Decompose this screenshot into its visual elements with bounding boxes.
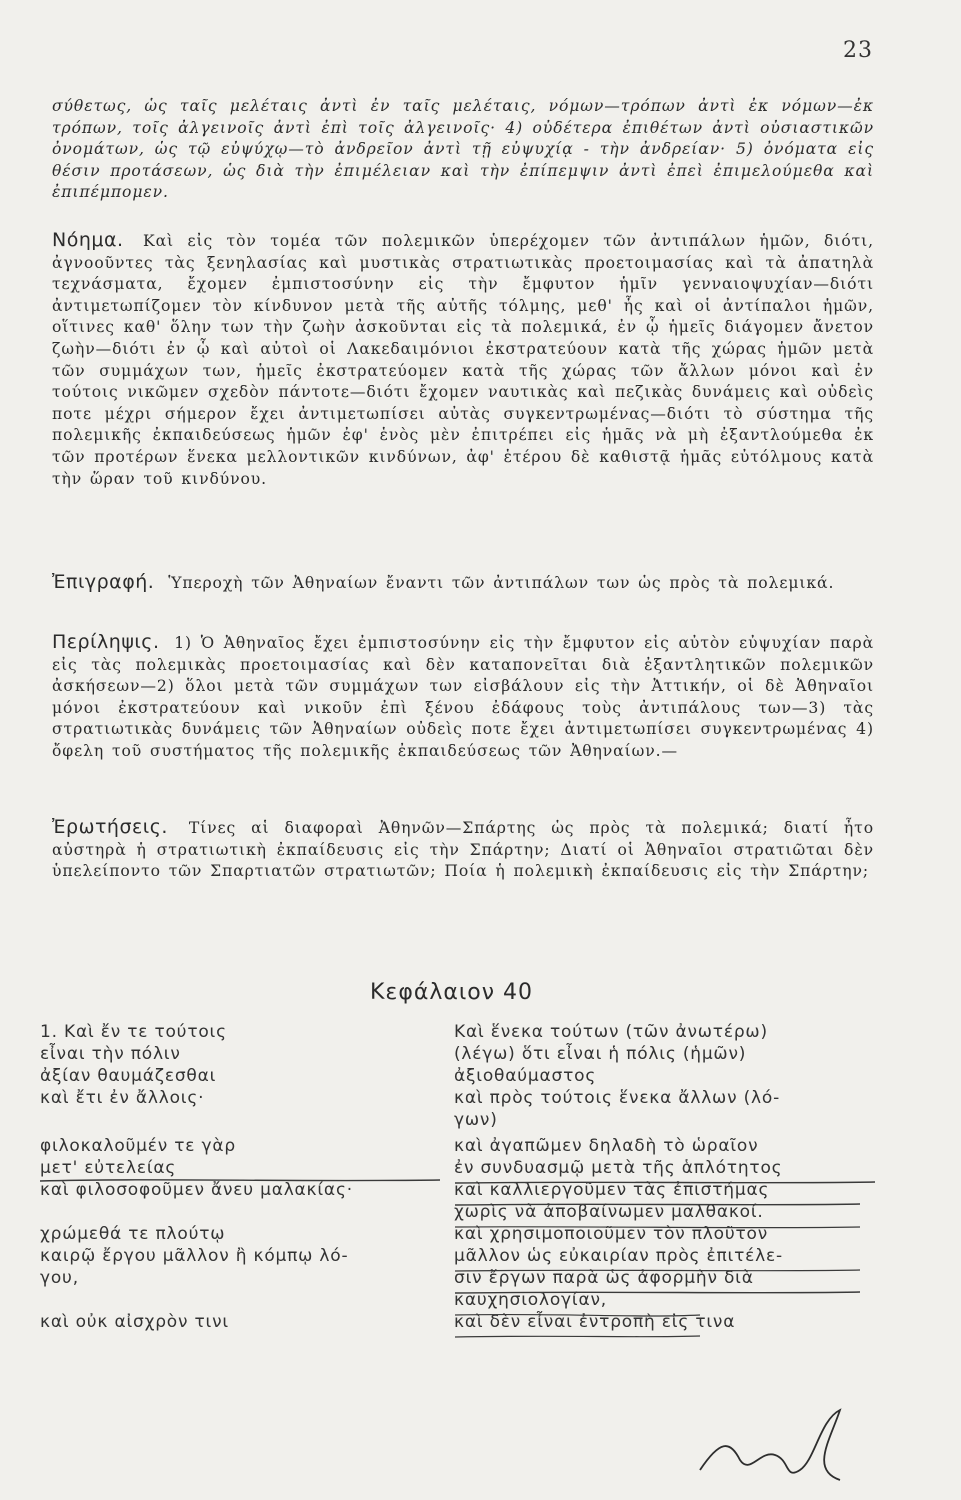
translation-line: σιν ἔργων παρὰ ὡς ἀφορμὴν διὰ — [454, 1268, 754, 1288]
ancient-line: 1. Καὶ ἔν τε τούτοις — [40, 1022, 227, 1042]
erotiseis-label: Ἐρωτήσεις. — [52, 816, 168, 838]
translation-line: μᾶλλον ὡς εὐκαιρίαν πρὸς ἐπιτέλε- — [454, 1246, 783, 1266]
translation-line: καὶ ἀγαπῶμεν δηλαδὴ τὸ ὡραῖον — [454, 1136, 759, 1156]
ancient-line: χρώμεθά τε πλούτῳ — [40, 1224, 226, 1244]
translation-line: (λέγω) ὅτι εἶναι ἡ πόλις (ἡμῶν) — [454, 1044, 747, 1064]
intro-paragraph: σύθετως, ὡς ταῖς μελέταις ἀντὶ ἐν ταῖς μελέταις, νόμων—τρόπων ἀντὶ ἐκ νόμων—ἐκ τρόπων, τοῖς ἀλγεινοῖς ἀντὶ ἐπὶ τοῖς ἀλγεινοῖς· 4) οὐδέτερα ἐπιθέτων ἀντὶ οὐσιαστικῶν ὀνομάτων, ὡς τῷ εὐψύχῳ—τὸ ἀνδρεῖον ἀντὶ τῇ εὐψυχίᾳ - τὴν ἀνδρείαν· 5) ὀνόματα εἰς θέσιν προτάσεων, ὡς διὰ τὴν ἐπιμέλειαν καὶ τὴν ἐπίπεμψιν ἀντὶ ἐπεὶ ἐπιμελούμεθα καὶ ἐπιπέμπομεν. — [52, 97, 874, 202]
ancient-line: μετ' εὐτελείας — [40, 1158, 177, 1178]
handwritten-signature — [690, 1400, 890, 1490]
translation-line: καὶ καλλιεργοῦμεν τὰς ἐπιστήμας — [454, 1180, 770, 1200]
noima-text: Καὶ εἰς τὸν τομέα τῶν πολεμικῶν ὑπερέχομεν τῶν ἀντιπάλων ἡμῶν, διότι, ἀγνοοῦντες τὰς ξενηλασίας καὶ μυστικὰς στρατιωτικὰς προετοιμασίας καὶ τὰ ἀπατηλὰ τεχνάσματα, ἔχομεν ἐμπιστοσύνην εἰς τὴν ἔμφυτον ἡμῖν γενναιοψυχίαν—διότι ἀντιμετωπίζομεν τὸν κίνδυνον μετὰ τῆς αὐτῆς τόλμης, μεθ' ἧς καὶ οἱ ἀντίπαλοι ἡμῶν, οἵτινες καθ' ὅλην των τὴν ζωὴν ἀσκοῦνται εἰς τὰ πολεμικά, ἐν ᾧ ἡμεῖς διάγομεν ἄνετον ζωὴν—διότι ἐν ᾧ καὶ αὐτοὶ οἱ Λακεδαιμόνιοι ἐκστρατεύουν κατὰ τῆς χώρας ἡμῶν μετὰ τῶν συμμάχων των, ἡμεῖς ἐκστρατεύομεν κατὰ τῆς χώρας τῶν ἄλλων μόνοι καὶ ἐν τούτοις νικῶμεν σχεδὸν πάντοτε—διότι ἔχομεν ναυτικὰς καὶ πεζικὰς δυνάμεις καὶ οὐδεὶς ποτε μέχρι σήμερον ἔχει ἀντιμετωπίσει αὐτὰς συγκεντρωμένας—διότι τὸ σύστημα τῆς πολεμικῆς ἐκπαιδεύσεως ἡμῶν ἐφ' ἑνὸς μὲν ἐπιτρέπει εἰς ἡμᾶς νὰ μὴ ἐξαντλούμεθα ἐκ τῶν προτέρων ἕνεκα μελλοντικῶν κινδύνων, ἀφ' ἑτέρου δὲ καθιστᾷ ἡμᾶς εὐτόλμους κατὰ τὴν ὥραν τοῦ κινδύνου. — [52, 232, 875, 488]
erotiseis-section — [52, 817, 874, 883]
translation-line: ἐν συνδυασμῷ μετὰ τῆς ἁπλότητος — [454, 1158, 783, 1178]
ancient-line: φιλοκαλοῦμέν τε γὰρ — [40, 1136, 236, 1156]
erotiseis-text: Τίνες αἱ διαφοραὶ Ἀθηνῶν—Σπάρτης ὡς πρὸς τὰ πολεμικά; διατί ἦτο αὐστηρὰ ἡ στρατιωτικὴ ἐκπαίδευσις εἰς τὴν Σπάρτην; Διατί οἱ Ἀθηναῖοι στρατιῶται δὲν ὑπελείποντο τῶν Σπαρτιατῶν στρατιωτῶν; Ποία ἡ πολεμικὴ ἐκπαίδευσις εἰς τὴν Σπάρτην; — [52, 819, 874, 881]
ancient-line: καὶ οὐκ αἰσχρὸν τινι — [40, 1312, 229, 1332]
ancient-line: καιρῷ ἔργου μᾶλλον ἢ κόμπῳ λό- — [40, 1246, 349, 1266]
translation-line: ἀξιοθαύμαστος — [454, 1066, 597, 1086]
page-number: 23 — [843, 38, 873, 63]
perilipsis-text: 1) Ὁ Ἀθηναῖος ἔχει ἐμπιστοσύνην εἰς τὴν ἔμφυτον εἰς αὐτὸν εὐψυχίαν παρὰ εἰς τὰς πολεμικὰς προετοιμασίας καὶ δὲν καταπονεῖται διὰ ἐξαντλητικῶν πολεμικῶν ἀσκήσεων—2) ὅλοι μετὰ τῶν συμμάχων των εἰσβάλουν εἰς τὴν Ἀττικήν, οἱ δὲ Ἀθηναῖοι μόνοι ἐκστρατεύουν καὶ νικοῦν ἐπὶ ξένου ἐδάφους τοὺς ἀντιπάλους των—3) τὰς στρατιωτικὰς δυνάμεις τῶν Ἀθηναίων οὐδεὶς ποτε ἔχει ἀντιμετωπίσει συγκεντρωμένας 4) ὄφελη τοῦ συστήματος τῆς πολεμικῆς ἐκπαιδεύσεως τῶν Ἀθηναίων.— — [52, 634, 875, 760]
perilipsis-section — [52, 632, 874, 763]
noima-section — [52, 230, 874, 490]
epigrafi-label: Ἐπιγραφή. — [52, 571, 155, 593]
translation-line: καυχησιολογίαν, — [454, 1290, 607, 1310]
translation-line: καὶ πρὸς τούτοις ἕνεκα ἄλλων (λό- — [454, 1088, 781, 1108]
ancient-line: καὶ ἔτι ἐν ἄλλοις· — [40, 1088, 205, 1108]
ancient-line: ἀξίαν θαυμάζεσθαι — [40, 1066, 217, 1086]
noima-label: Νόημα. — [52, 229, 124, 251]
perilipsis-label: Περίληψις. — [52, 631, 160, 653]
epigrafi-section — [52, 572, 874, 595]
ancient-line: γου, — [40, 1268, 79, 1288]
translation-line: καὶ δὲν εἶναι ἐντροπὴ εἰς τινα — [454, 1312, 736, 1332]
epigrafi-text: Ὑπεροχὴ τῶν Ἀθηναίων ἔναντι τῶν ἀντιπάλων των ὡς πρὸς τὰ πολεμικά. — [168, 574, 835, 592]
translation-line: καὶ χρησιμοποιοῦμεν τὸν πλοῦτον — [454, 1224, 769, 1244]
ancient-line: εἶναι τὴν πόλιν — [40, 1044, 181, 1064]
ancient-line: καὶ φιλοσοφοῦμεν ἄνευ μαλακίας· — [40, 1180, 353, 1200]
underline — [455, 1336, 700, 1337]
translation-line: γων) — [454, 1110, 498, 1130]
translation-line: Καὶ ἕνεκα τούτων (τῶν ἀνωτέρω) — [454, 1022, 768, 1042]
chapter-heading: Κεφάλαιον 40 — [370, 980, 534, 1005]
translation-line: χωρὶς νὰ ἀποβαίνωμεν μαλθακοί. — [454, 1202, 764, 1222]
